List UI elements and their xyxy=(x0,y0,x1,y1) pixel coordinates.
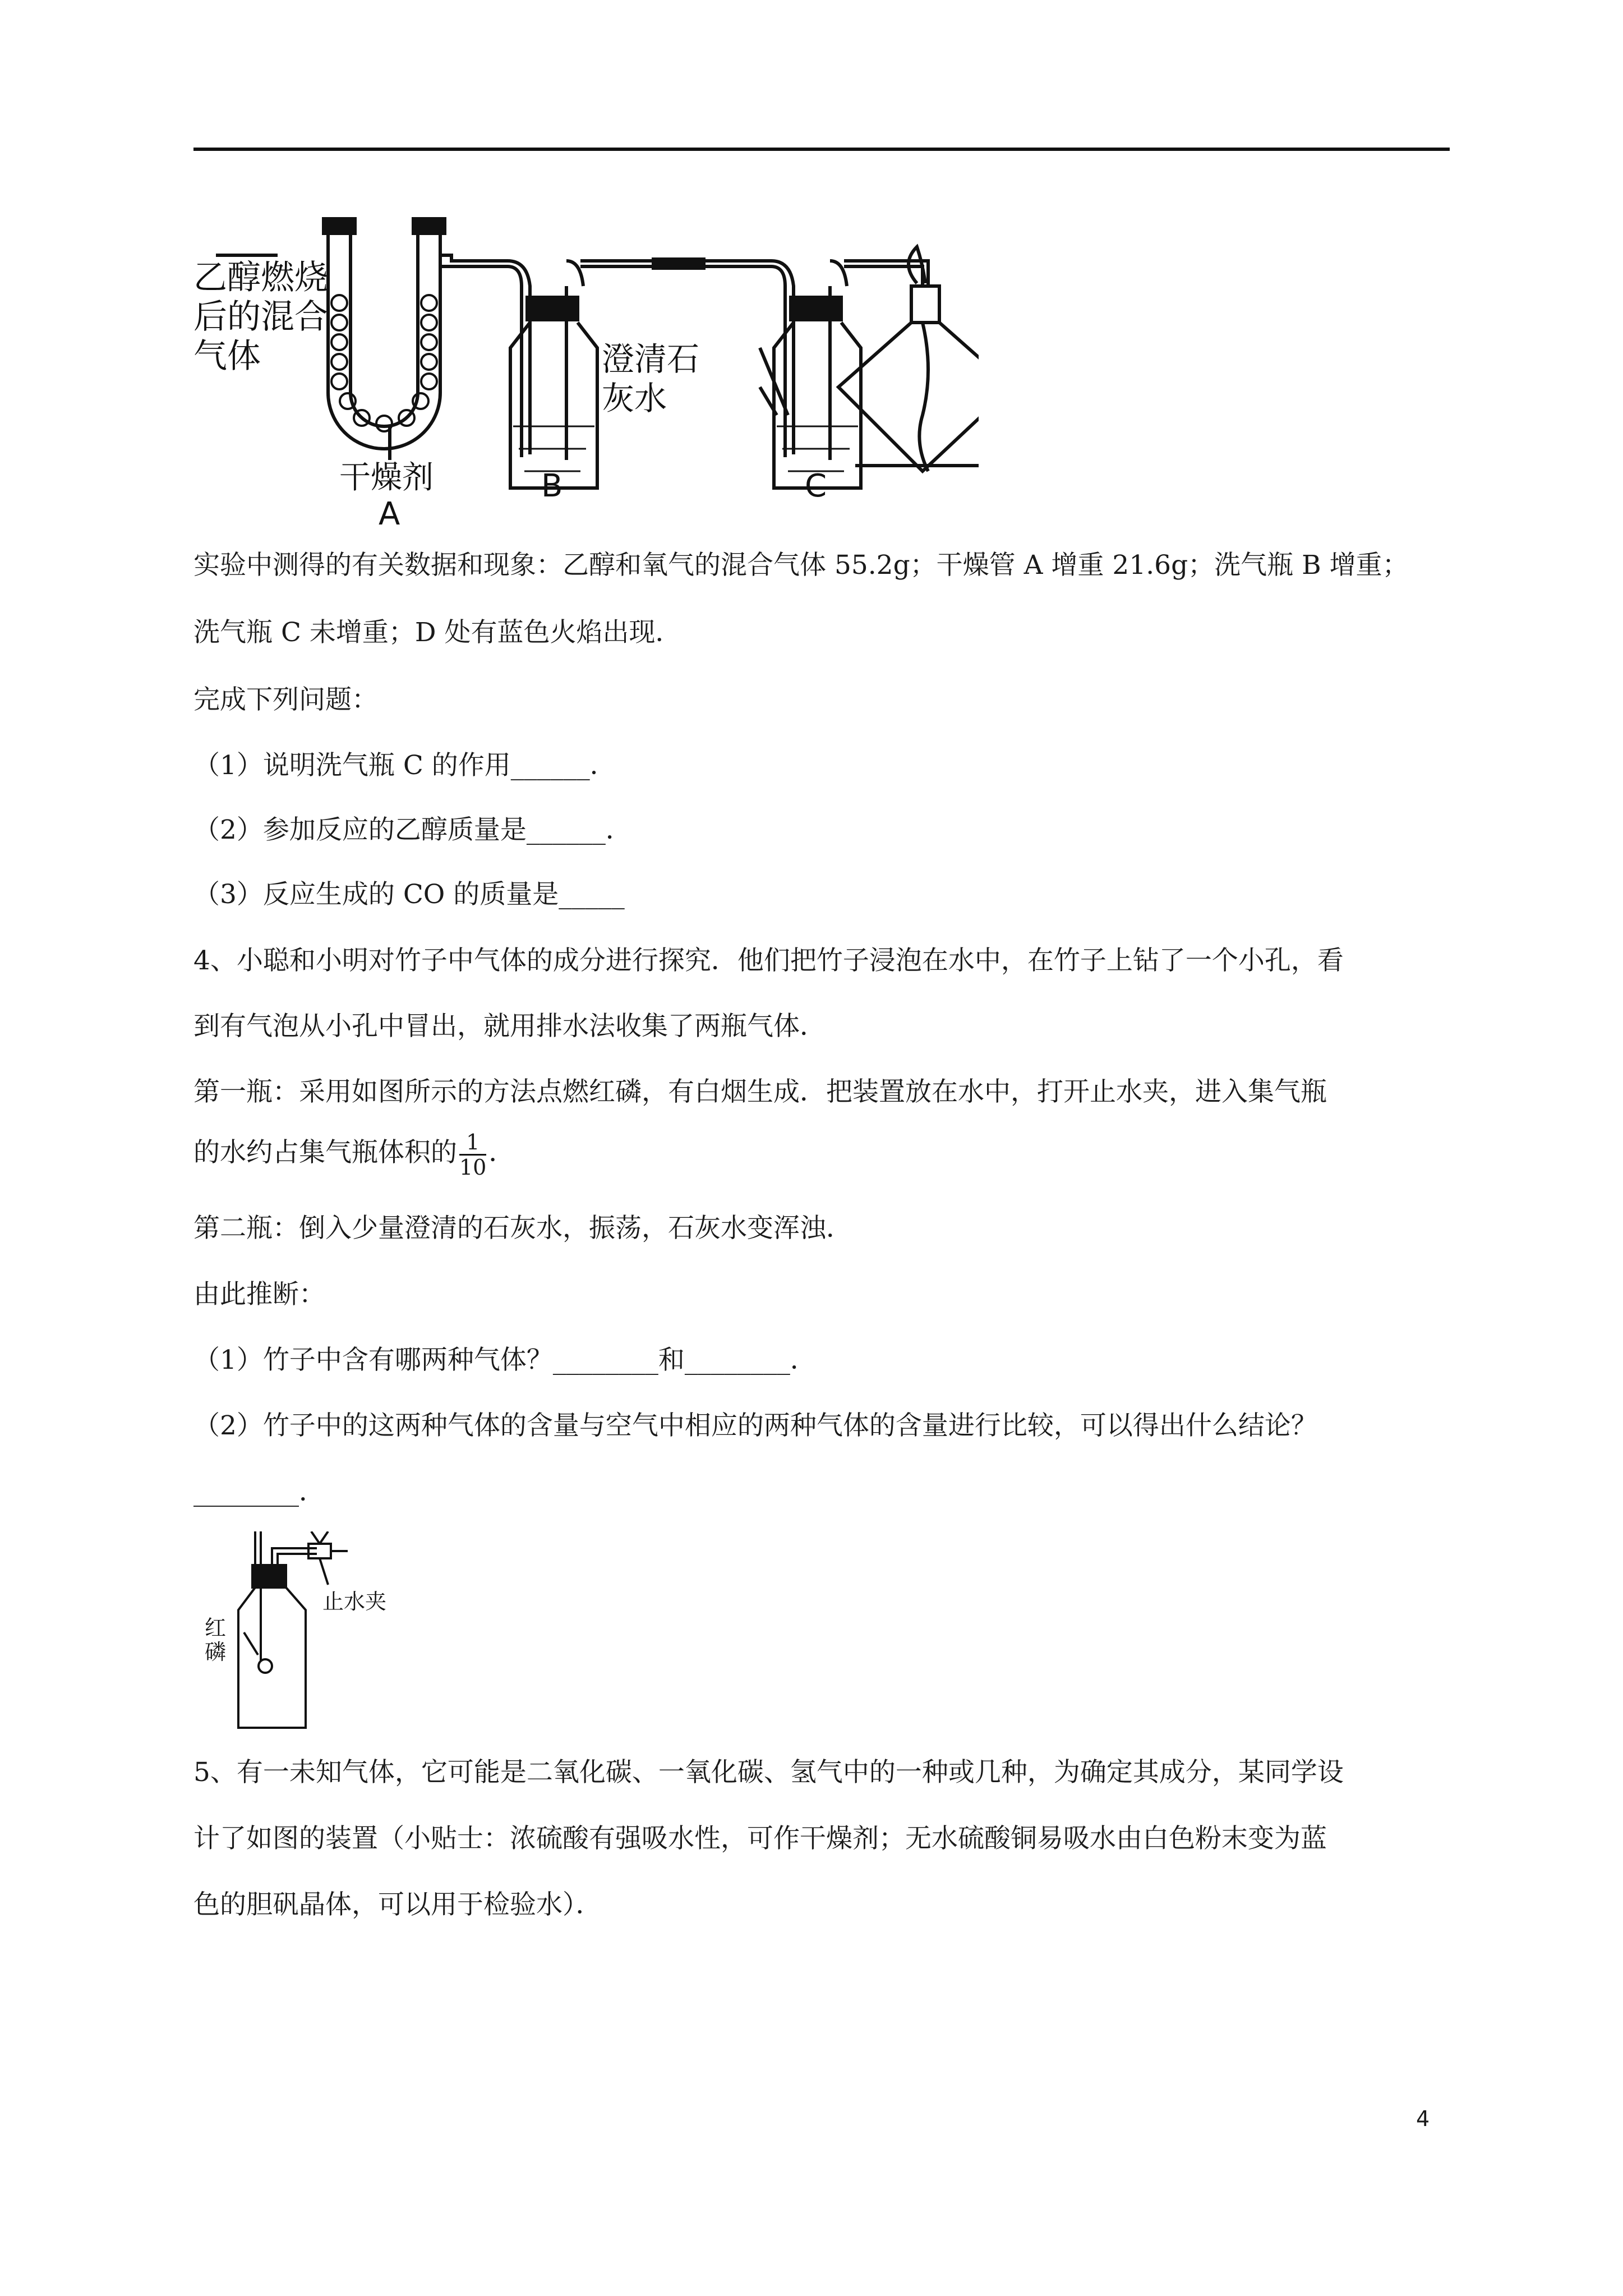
fraction-denominator: 10 xyxy=(459,1154,487,1180)
limewater-label-line2: 灰水 xyxy=(602,379,667,417)
q4-sub2-blank: ________． xyxy=(193,1476,325,1507)
q5-line3: 色的胆矾晶体，可以用于检验水）． xyxy=(193,1889,602,1920)
phosphorus-label-line1: 红 xyxy=(205,1616,227,1640)
q4-line4-text: 的水约占集气瓶体积的 xyxy=(193,1137,457,1168)
inlet-label-line1: 乙醇燃烧 xyxy=(193,258,328,297)
q3-prompt: 完成下列问题： xyxy=(193,684,378,715)
q3-sub3: （3）反应生成的 CO 的质量是_____ xyxy=(193,879,625,910)
q4-sub2: （2）竹子中的这两种气体的含量与空气中相应的两种气体的含量进行比较，可以得出什么结论？ xyxy=(193,1410,1317,1441)
q4-sub1: （1）竹子中含有哪两种气体？________和________． xyxy=(193,1345,817,1375)
label-a: A xyxy=(379,496,400,527)
q4-line3: 第一瓶：采用如图所示的方法点燃红磷，有白烟生成．把装置放在水中，打开止水夹，进入集气瓶 xyxy=(193,1076,1327,1107)
q4-line1: 4、小聪和小明对竹子中气体的成分进行探究．他们把竹子浸泡在水中，在竹子上钻了一个小孔，看 xyxy=(193,945,1344,976)
q4-line2: 到有气泡从小孔中冒出，就用排水法收集了两瓶气体． xyxy=(193,1011,826,1042)
q3-data-line2: 洗气瓶 C 未增重；D 处有蓝色火焰出现． xyxy=(193,617,682,648)
q4-line5: 第二瓶：倒入少量澄清的石灰水，振荡，石灰水变浑浊． xyxy=(193,1213,852,1244)
label-b: B xyxy=(541,468,563,504)
q4-line4 xyxy=(193,1125,1450,1181)
limewater-label-line1: 澄清石 xyxy=(602,340,700,378)
bottle-figure xyxy=(193,1531,429,1739)
q4-line4-end: ． xyxy=(488,1137,515,1168)
q3-sub2: （2）参加反应的乙醇质量是______． xyxy=(193,815,632,845)
q5-line1: 5、有一未知气体，它可能是二氧化碳、一氧化碳、氢气中的一种或几种，为确定其成分，某同学设 xyxy=(193,1757,1344,1788)
header-rule xyxy=(193,148,1450,151)
label-c: C xyxy=(805,468,827,504)
q5-line2: 计了如图的装置（小贴士：浓硫酸有强吸水性，可作干燥剂；无水硫酸铜易吸水由白色粉末变为蓝 xyxy=(193,1823,1327,1854)
desiccant-label: 干燥剂 xyxy=(339,459,434,496)
q3-sub1: （1）说明洗气瓶 C 的作用______． xyxy=(193,750,616,781)
q4-line6: 由此推断： xyxy=(193,1279,325,1310)
inlet-label-line3: 气体 xyxy=(193,337,261,376)
fraction-numerator: 1 xyxy=(459,1130,486,1156)
phosphorus-label-line2: 磷 xyxy=(205,1640,227,1664)
apparatus-figure xyxy=(193,202,979,527)
inlet-label-line2: 后的混合 xyxy=(193,297,328,337)
clamp-label: 止水夹 xyxy=(322,1589,387,1614)
q3-data-line1: 实验中测得的有关数据和现象：乙醇和氧气的混合气体 55.2g；干燥管 A 增重 21.6g；洗气瓶 B 增重； xyxy=(193,550,1409,581)
page-number: 4 xyxy=(1416,2106,1430,2131)
fraction xyxy=(459,1130,486,1179)
